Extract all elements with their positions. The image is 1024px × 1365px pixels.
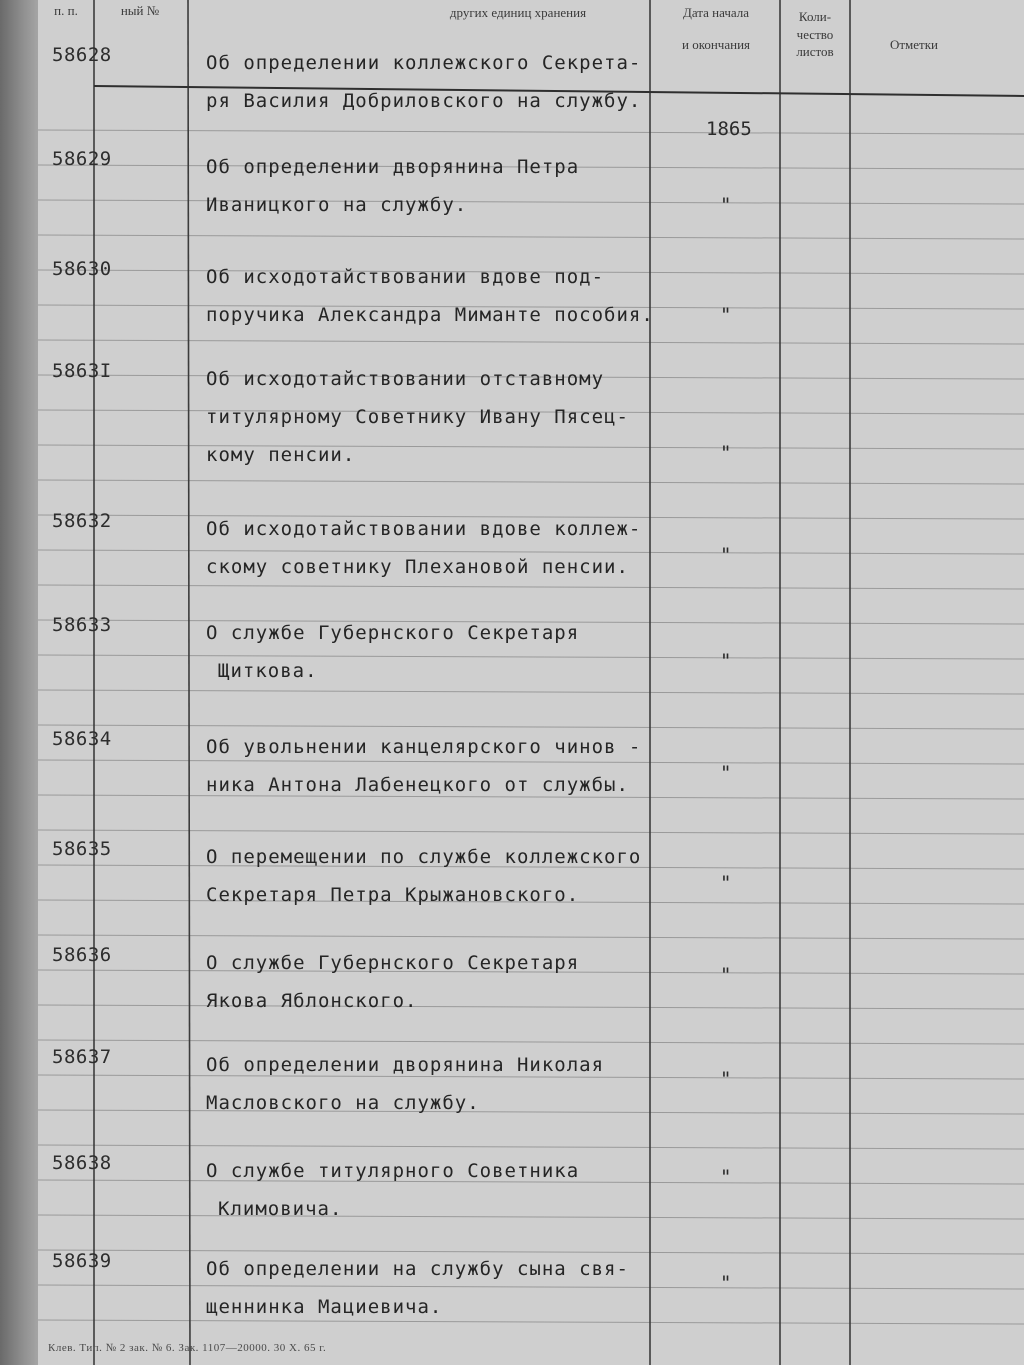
record-title <box>206 838 686 914</box>
record-number: 58635 <box>52 838 112 860</box>
record-title-line: Иваницкого на службу. <box>206 194 468 216</box>
record-title-line: Об исходотайствовании вдове коллеж- <box>206 518 642 540</box>
record-title-line: Об исходотайствовании отставному <box>206 368 605 390</box>
record-title-line: ника Антона Лабенецкого от службы. <box>206 774 629 796</box>
header-dates-line2: и окончания <box>681 36 751 52</box>
record-date: 1865 <box>706 118 752 140</box>
record-date: " <box>720 1068 732 1090</box>
record-number: 5863I <box>52 360 112 382</box>
record-title <box>206 258 686 334</box>
record-number: 58637 <box>52 1046 112 1068</box>
record-title-line: Об определении дворянина Николая <box>206 1054 605 1076</box>
record-title-line: Об определении на службу сына свя- <box>206 1258 629 1280</box>
binding-edge <box>0 0 38 1365</box>
record-date: " <box>720 304 732 326</box>
header-count <box>782 8 848 61</box>
record-title <box>206 1152 686 1228</box>
record-number: 58628 <box>52 44 112 66</box>
record-number: 58633 <box>52 614 112 636</box>
record-title-line: Об определении коллежского Секрета- <box>206 52 642 74</box>
record-title <box>206 614 686 690</box>
record-date: " <box>720 872 732 894</box>
record-date: " <box>720 1272 732 1294</box>
header-count-line1: Коли- <box>798 9 832 24</box>
record-title-line: Об увольнении канцелярского чинов - <box>206 736 642 758</box>
record-number: 58638 <box>52 1152 112 1174</box>
record-number: 58629 <box>52 148 112 170</box>
record-title-line: О службе Губернского Секретаря <box>206 622 580 644</box>
record-title-line: скому советнику Плехановой пенсии. <box>206 556 629 578</box>
record-title-line: Щиткова. <box>218 660 318 682</box>
record-title <box>206 510 686 586</box>
record-title-line: Климовича. <box>218 1198 343 1220</box>
record-number: 58639 <box>52 1250 112 1272</box>
header-notes: Отметки <box>889 37 939 52</box>
record-date: " <box>720 194 732 216</box>
record-title-line: Секретаря Петра Крыжановского. <box>206 884 580 906</box>
record-title-line: ря Василия Добриловского на службу. <box>206 90 642 112</box>
record-title-line: Об определении дворянина Петра <box>206 156 580 178</box>
record-title <box>206 148 686 224</box>
header-count-line2: чество <box>796 26 834 42</box>
record-title <box>206 728 686 804</box>
record-title-line: О службе Губернского Секретаря <box>206 952 580 974</box>
record-date: " <box>720 762 732 784</box>
record-title-line: кому пенсии. <box>206 444 356 466</box>
header-no: ный № <box>120 3 160 18</box>
record-number: 58630 <box>52 258 112 280</box>
record-title-line: щеннинка Мациевича. <box>206 1296 443 1318</box>
print-footer: Клев. Тип. № 2 зак. № 6. Зак. 1107—20000. 30 X. 65 г. <box>48 1342 327 1354</box>
record-title-line: Масловского на службу. <box>206 1092 480 1114</box>
record-title-line: О службе титулярного Советника <box>206 1160 580 1182</box>
record-title <box>206 944 686 1020</box>
record-number: 58632 <box>52 510 112 532</box>
record-date: " <box>720 964 732 986</box>
header-count-line3: листов <box>796 44 834 60</box>
record-title <box>206 1046 686 1122</box>
header-num: п. п. <box>54 3 78 18</box>
record-title-line: поручика Александра Миманте пособия. <box>206 304 654 326</box>
record-title-line: Об исходотайствовании вдове под- <box>206 266 605 288</box>
record-date: " <box>720 1166 732 1188</box>
record-title-line: титулярному Советнику Ивану Пясец- <box>206 406 629 428</box>
record-title <box>206 1250 686 1326</box>
header-title: других единиц хранения <box>449 5 587 20</box>
record-number: 58634 <box>52 728 112 750</box>
record-date: " <box>720 544 732 566</box>
ledger-page <box>38 0 1024 1365</box>
record-title <box>206 44 686 120</box>
record-title-line: Якова Яблонского. <box>206 990 418 1012</box>
record-title-line: О перемещении по службе коллежского <box>206 846 642 868</box>
record-date: " <box>720 650 732 672</box>
record-title <box>206 360 686 474</box>
record-date: " <box>720 442 732 464</box>
header-dates-line1: Дата начала <box>682 5 750 20</box>
record-number: 58636 <box>52 944 112 966</box>
